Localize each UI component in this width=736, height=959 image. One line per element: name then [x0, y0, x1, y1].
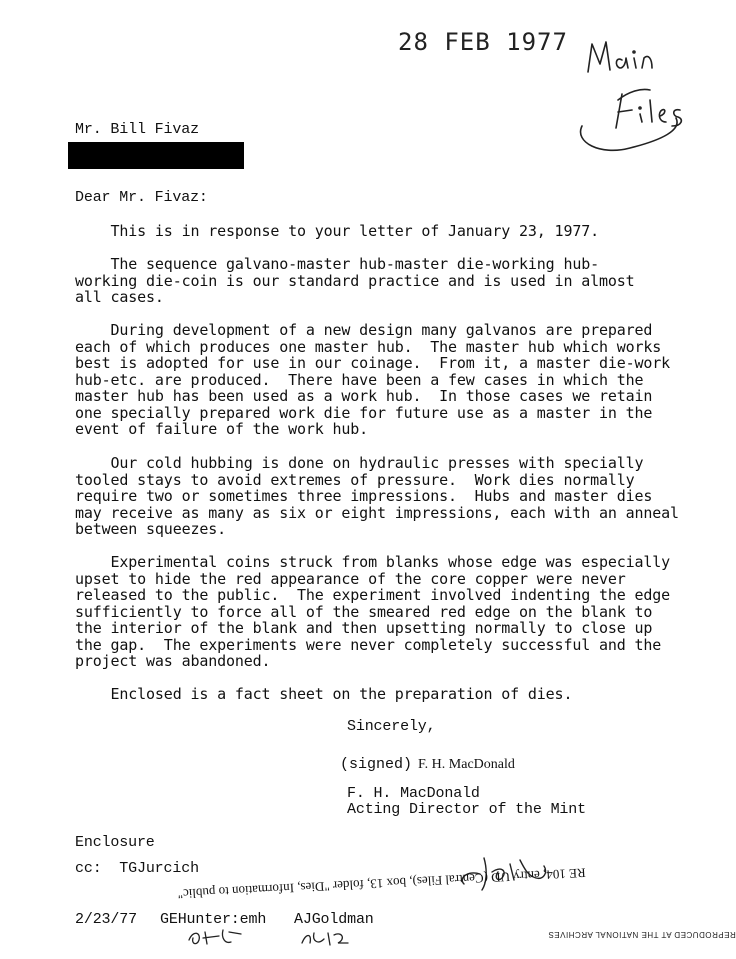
salutation: Dear Mr. Fivaz:: [75, 189, 208, 206]
handwritten-initials-1: [185, 926, 245, 948]
typist-initials: GEHunter:emh: [160, 911, 267, 928]
paragraph-4: Our cold hubbing is done on hydraulic presses with specially tooled stays to avoid extremes of pressure. Work dies normally require two or sometimes three impressions. Hubs and master dies may receive as many as six or eight impressions, each with an anneal between squeezes.: [75, 454, 679, 538]
recipient-name: Mr. Bill Fivaz: [75, 121, 199, 138]
reviewer-initials: AJGoldman: [294, 911, 374, 928]
paragraph-6: Enclosed is a fact sheet on the preparation of dies.: [75, 685, 573, 703]
signature-name: F. H. MacDonald: [347, 785, 480, 802]
date-stamp: 28 FEB 1977: [398, 28, 568, 56]
signed-prefix: (signed): [340, 756, 413, 773]
national-archives-stamp: REPRODUCED AT THE NATIONAL ARCHIVES: [548, 930, 736, 939]
paragraph-5: Experimental coins struck from blanks whose edge was especially upset to hide the red appearance of the core copper were never released to the public. The experiment involved indenting the edge sufficiently to force all of the smeared red edge on the blank to the interior of the blank and then upsetting normally to close up the gap. The experiments were never completely successful and the project was abandoned.: [75, 553, 671, 670]
archive-citation: RE 104, entry UD (Central Files), box 13, folder "Dies, Information to public": [177, 865, 587, 902]
paragraph-1: This is in response to your letter of January 23, 1977.: [75, 222, 599, 240]
cc-name: TGJurcich: [119, 860, 199, 877]
enclosure-label: Enclosure: [75, 834, 155, 851]
date-line: 2/23/77: [75, 911, 137, 928]
signed-name: F. H. MacDonald: [418, 757, 515, 772]
paragraph-2: The sequence galvano-master hub-master die-working hub- working die-coin is our standard practice and is used in almost all cases.: [75, 255, 635, 306]
cc-line: [75, 861, 199, 878]
handwritten-initials-2: [298, 927, 353, 949]
handwritten-main-files-note: [570, 30, 695, 160]
signed-line: [340, 756, 515, 773]
redaction-bar: [68, 142, 244, 169]
closing: Sincerely,: [347, 718, 436, 735]
cc-label: cc:: [75, 860, 102, 877]
signature-title: Acting Director of the Mint: [347, 801, 586, 818]
paragraph-3: During development of a new design many galvanos are prepared each of which produces one master hub. The master hub which works best is adopted for use in our coinage. From it, a master die-work hub-etc. are produced. There have been a few cases in which the master hub has been used as a work hub. In those cases we retain one specially prepared work die for future use as a master in the event of failure of the work hub.: [75, 321, 671, 438]
